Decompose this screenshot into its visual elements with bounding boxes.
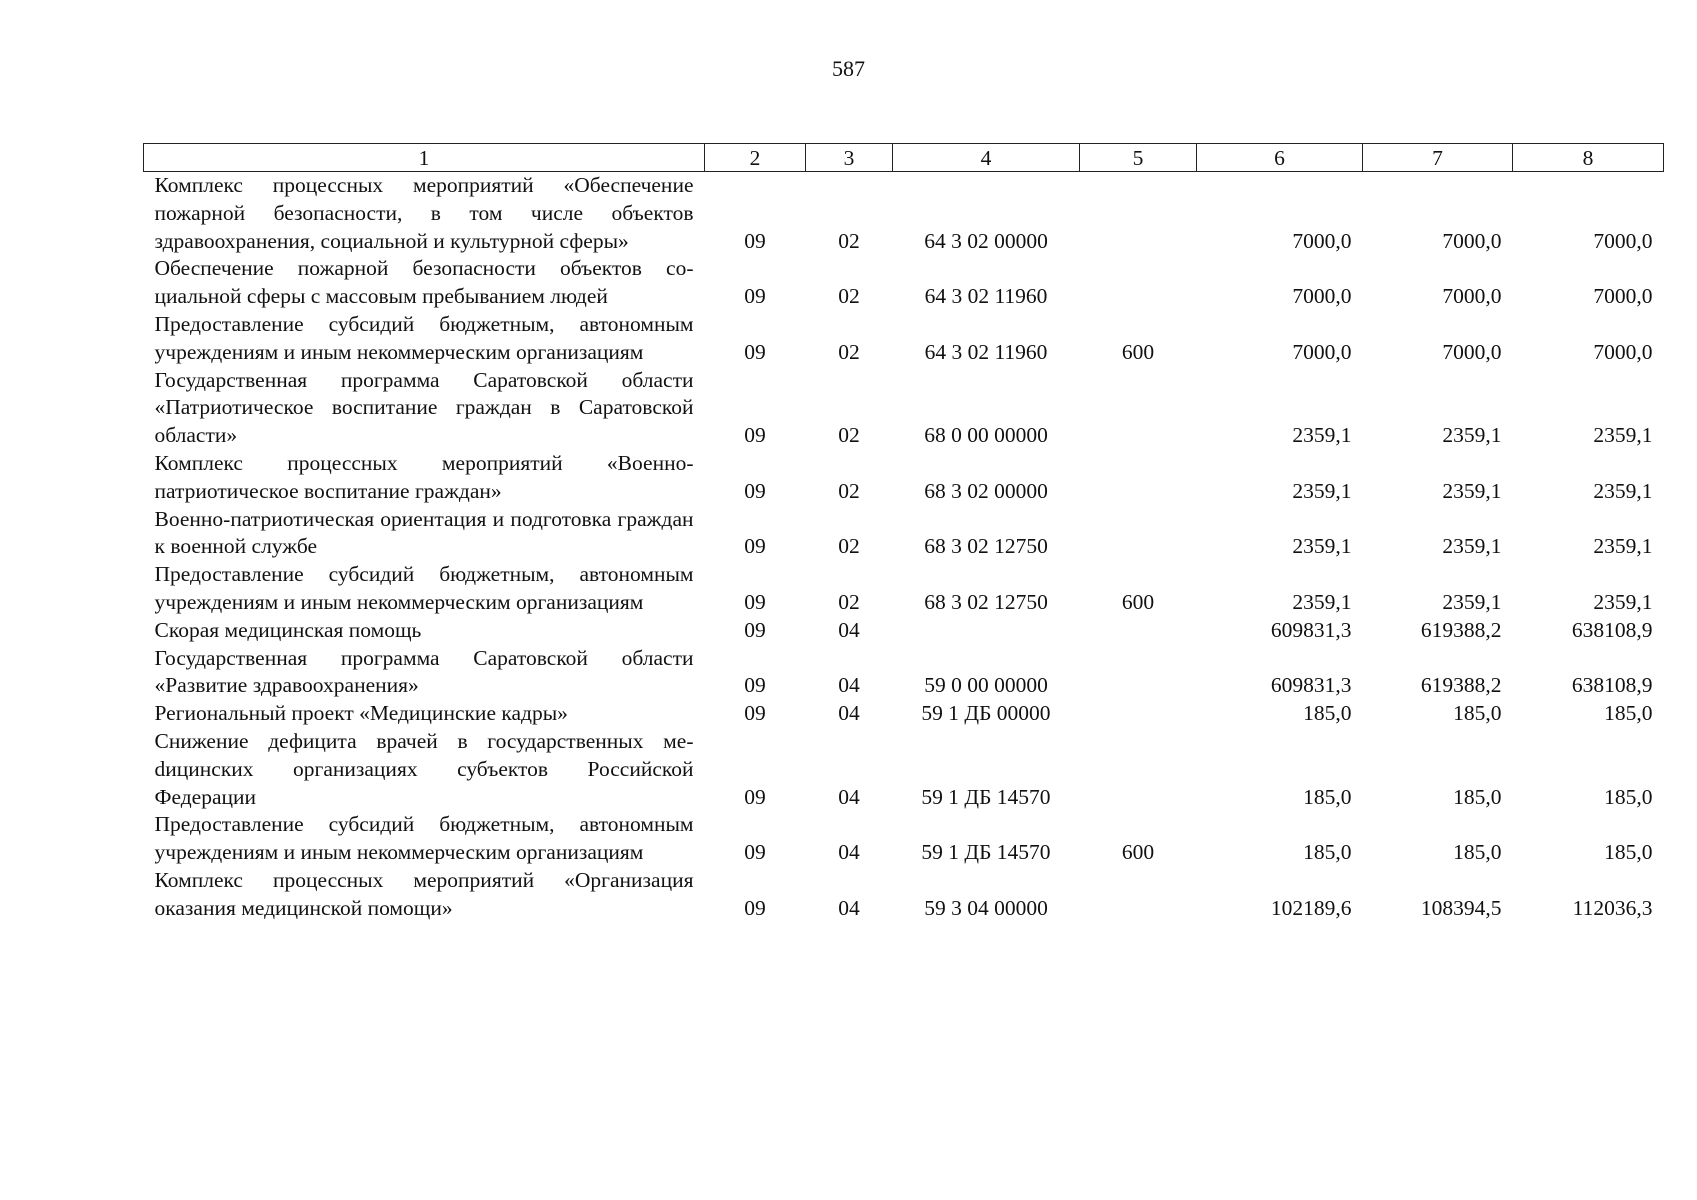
amount-year2-cell: 619388,2 (1420, 673, 1502, 698)
amount-year1-cell: 2359,1 (1292, 478, 1352, 503)
amount-year2-cell: 2359,1 (1442, 478, 1502, 503)
section-code-cell: 09 (744, 617, 766, 642)
section-code-cell: 09 (744, 423, 766, 448)
target-item-code-cell: 59 1 ДБ 14570 (921, 784, 1051, 809)
expense-type-code-cell (1080, 172, 1197, 256)
target-item-code-cell: 59 1 ДБ 14570 (921, 840, 1051, 865)
amount-year3-cell: 2359,1 (1593, 423, 1653, 448)
amount-year3-cell: 638108,9 (1571, 673, 1653, 698)
table-row (144, 172, 1664, 256)
table-row (144, 255, 1664, 311)
subsection-code-cell: 04 (838, 840, 860, 865)
row-name-cell: Государственная программа Саратовской области «Патриотическое воспитание граждан в Саратовской области» (154, 367, 694, 448)
amount-year3-cell: 7000,0 (1593, 284, 1653, 309)
expense-type-code-cell (1080, 700, 1197, 728)
subsection-code-cell: 02 (838, 228, 860, 253)
target-item-code-cell: 68 3 02 00000 (924, 478, 1048, 503)
column-header: 2 (705, 144, 806, 172)
expense-type-code-cell: 600 (1121, 840, 1155, 865)
expense-type-code-cell (1080, 506, 1197, 562)
amount-year1-cell: 102189,6 (1270, 895, 1352, 920)
target-item-code-cell: 68 0 00 00000 (924, 423, 1048, 448)
subsection-code-cell: 02 (838, 534, 860, 559)
subsection-code-cell: 02 (838, 589, 860, 614)
table-row (144, 617, 1664, 645)
column-header: 1 (144, 144, 705, 172)
section-code-cell: 09 (744, 478, 766, 503)
row-name-cell: Обеспечение пожарной безопасности объектов социальной сферы с массовым пребыванием людей (154, 256, 694, 309)
table-row (144, 811, 1664, 867)
subsection-code-cell: 04 (838, 895, 860, 920)
expense-type-code-cell (1080, 617, 1197, 645)
row-name-cell: Комплекс процессных мероприятий «Обеспечение пожарной безопасности, в том числе объектов здравоохранения, социальной и культурной сферы» (154, 173, 694, 253)
table-row (144, 367, 1664, 450)
amount-year1-cell: 7000,0 (1292, 228, 1352, 253)
table-row (144, 700, 1664, 728)
amount-year1-cell: 185,0 (1303, 701, 1352, 726)
amount-year3-cell: 7000,0 (1593, 228, 1653, 253)
amount-year3-cell: 638108,9 (1571, 617, 1653, 642)
column-header: 4 (893, 144, 1080, 172)
target-item-code-cell: 64 3 02 00000 (924, 228, 1048, 253)
section-code-cell: 09 (744, 701, 766, 726)
row-name-cell: Предоставление субсидий бюджетным, автономным учреждениям и иным некоммерческим организациям (154, 812, 694, 865)
amount-year1-cell: 185,0 (1303, 784, 1352, 809)
target-item-code-cell (893, 617, 1080, 645)
target-item-code-cell: 59 0 00 00000 (924, 673, 1048, 698)
column-header: 3 (806, 144, 893, 172)
table-row (144, 645, 1664, 701)
table-row (144, 867, 1664, 923)
amount-year2-cell: 185,0 (1453, 840, 1502, 865)
amount-year2-cell: 108394,5 (1420, 895, 1502, 920)
amount-year2-cell: 7000,0 (1442, 339, 1502, 364)
row-name-cell: Снижение дефицита врачей в государственных меdицинских организациях субъектов Российской Федерации (154, 728, 694, 809)
section-code-cell: 09 (744, 895, 766, 920)
section-code-cell: 09 (744, 673, 766, 698)
expense-type-code-cell (1080, 367, 1197, 450)
expense-type-code-cell: 600 (1121, 589, 1155, 614)
section-code-cell: 09 (744, 589, 766, 614)
table-row (144, 311, 1664, 367)
amount-year3-cell: 2359,1 (1593, 534, 1653, 559)
expense-type-code-cell: 600 (1121, 339, 1155, 364)
target-item-code-cell: 68 3 02 12750 (924, 534, 1048, 559)
row-name-cell: Комплекс процессных мероприятий «Организация оказания медицинской помощи» (154, 867, 694, 920)
amount-year1-cell: 2359,1 (1292, 423, 1352, 448)
amount-year1-cell: 7000,0 (1292, 339, 1352, 364)
row-name-cell: Региональный проект «Медицинские кадры» (154, 701, 568, 726)
row-name-cell: Военно-патриотическая ориентация и подготовка граждан к военной службе (154, 506, 694, 559)
target-item-code-cell: 64 3 02 11960 (924, 339, 1048, 364)
subsection-code-cell: 04 (838, 673, 860, 698)
column-header: 8 (1513, 144, 1664, 172)
table-row (144, 728, 1664, 811)
section-code-cell: 09 (744, 840, 766, 865)
amount-year3-cell: 2359,1 (1593, 589, 1653, 614)
row-name-cell: Предоставление субсидий бюджетным, автономным учреждениям и иным некоммерческим организациям (154, 311, 694, 364)
amount-year3-cell: 2359,1 (1593, 478, 1653, 503)
expense-type-code-cell (1080, 255, 1197, 311)
amount-year3-cell: 185,0 (1604, 701, 1653, 726)
subsection-code-cell: 04 (838, 784, 860, 809)
column-number-header-row (144, 144, 1664, 172)
target-item-code-cell: 68 3 02 12750 (924, 589, 1048, 614)
section-code-cell: 09 (744, 784, 766, 809)
target-item-code-cell: 64 3 02 11960 (924, 284, 1048, 309)
table-row (144, 561, 1664, 617)
expense-type-code-cell (1080, 728, 1197, 811)
subsection-code-cell: 02 (838, 284, 860, 309)
subsection-code-cell: 02 (838, 339, 860, 364)
expense-type-code-cell (1080, 645, 1197, 701)
amount-year2-cell: 7000,0 (1442, 284, 1502, 309)
amount-year1-cell: 609831,3 (1270, 673, 1352, 698)
column-header: 6 (1197, 144, 1363, 172)
subsection-code-cell: 04 (838, 617, 860, 642)
section-code-cell: 09 (744, 284, 766, 309)
amount-year3-cell: 185,0 (1604, 784, 1653, 809)
target-item-code-cell: 59 3 04 00000 (924, 895, 1048, 920)
subsection-code-cell: 04 (838, 701, 860, 726)
amount-year1-cell: 185,0 (1303, 840, 1352, 865)
amount-year3-cell: 112036,3 (1572, 895, 1653, 920)
amount-year1-cell: 2359,1 (1292, 534, 1352, 559)
row-name-cell: Комплекс процессных мероприятий «Военно-патриотическое воспитание граждан» (154, 450, 694, 503)
row-name-cell: Предоставление субсидий бюджетным, автономным учреждениям и иным некоммерческим организациям (154, 562, 694, 614)
target-item-code-cell: 59 1 ДБ 00000 (921, 701, 1051, 726)
row-name-cell: Скорая медицинская помощь (154, 617, 422, 642)
amount-year3-cell: 185,0 (1604, 840, 1653, 865)
subsection-code-cell: 02 (838, 423, 860, 448)
subsection-code-cell: 02 (838, 478, 860, 503)
row-name-cell: Государственная программа Саратовской области «Развитие здравоохранения» (154, 645, 694, 698)
section-code-cell: 09 (744, 339, 766, 364)
amount-year1-cell: 7000,0 (1292, 284, 1352, 309)
table-row (144, 450, 1664, 506)
page-number: 587 (832, 56, 865, 81)
section-code-cell: 09 (744, 534, 766, 559)
budget-table (143, 143, 1664, 923)
expense-type-code-cell (1080, 450, 1197, 506)
amount-year2-cell: 7000,0 (1442, 228, 1502, 253)
table-row (144, 506, 1664, 562)
amount-year1-cell: 609831,3 (1270, 617, 1352, 642)
expense-type-code-cell (1080, 867, 1197, 923)
amount-year3-cell: 7000,0 (1593, 339, 1653, 364)
amount-year2-cell: 2359,1 (1442, 423, 1502, 448)
amount-year2-cell: 2359,1 (1442, 589, 1502, 614)
section-code-cell: 09 (744, 228, 766, 253)
amount-year2-cell: 185,0 (1453, 701, 1502, 726)
table-body (144, 172, 1664, 923)
amount-year2-cell: 619388,2 (1420, 617, 1502, 642)
amount-year2-cell: 2359,1 (1442, 534, 1502, 559)
column-header: 7 (1363, 144, 1513, 172)
amount-year2-cell: 185,0 (1453, 784, 1502, 809)
amount-year1-cell: 2359,1 (1292, 589, 1352, 614)
column-header: 5 (1080, 144, 1197, 172)
